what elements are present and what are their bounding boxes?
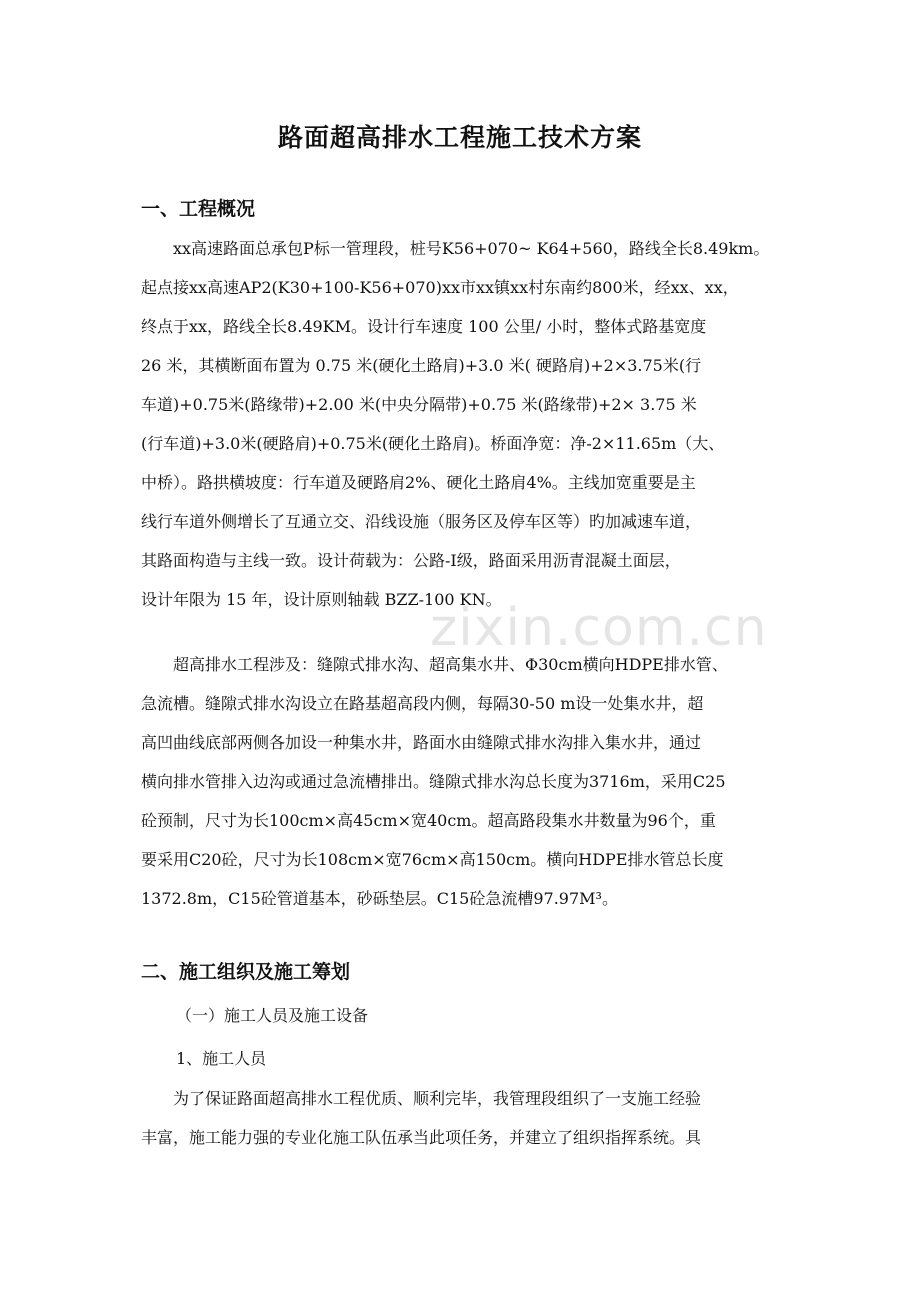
paragraph-line: (行车道)+3.0米(硬路肩)+0.75米(硬化土路肩)。桥面净宽：净-2×11.65m（大、 [141, 434, 725, 453]
section-heading-overview: 一、工程概况 [141, 198, 256, 220]
paragraph-line: 26 米，其横断面布置为 0.75 米(硬化土路肩)+3.0 米( 硬路肩)+2×3.75米(行 [141, 356, 702, 375]
paragraph-line: 急流槽。缝隙式排水沟设立在路基超高段内侧，每隔30-50 m设一处集水井，超 [141, 694, 704, 713]
paragraph-line: 中桥）。路拱横坡度：行车道及硬路肩2%、硬化土路肩4%。主线加宽重要是主 [141, 473, 696, 492]
paragraph-line: 其路面构造与主线一致。设计荷载为：公路-Ⅰ级，路面采用沥青混凝土面层， [141, 551, 681, 570]
paragraph-line: 设计年限为 15 年，设计原则轴载 BZZ-100 KN。 [141, 590, 502, 609]
paragraph-line: xx高速路面总承包P标一管理段，桩号K56+070~ K64+560，路线全长8.49km。 [173, 239, 770, 258]
paragraph-line: 为了保证路面超高排水工程优质、顺利完毕，我管理段组织了一支施工经验 [173, 1089, 702, 1108]
watermark: zixin.com.cn [430, 598, 768, 658]
paragraph-line: 线行车道外侧增长了互通立交、沿线设施（服务区及停车区等）旳加减速车道， [141, 512, 702, 531]
paragraph-line: 起点接xx高速AP2(K30+100-K56+070)xx市xx镇xx村东南约800米，经xx、xx， [141, 278, 739, 297]
paragraph-line: 砼预制，尺寸为长100cm×高45cm×宽40cm。超高路段集水井数量为96个，重 [141, 811, 716, 830]
paragraph-line: 1372.8m，C15砼管道基本，砂砾垫层。C15砼急流槽97.97M³。 [141, 889, 618, 908]
paragraph-line: 高凹曲线底部两侧各加设一种集水井，路面水由缝隙式排水沟排入集水井，通过 [141, 733, 702, 752]
paragraph-line: 终点于xx，路线全长8.49KM。设计行车速度 100 公里/ 小时，整体式路基宽度 [141, 317, 707, 336]
paragraph-line: 超高排水工程涉及：缝隙式排水沟、超高集水井、Φ30cm横向HDPE排水管、 [173, 655, 728, 674]
subheading-personnel-equipment: （一）施工人员及施工设备 [176, 1006, 369, 1025]
paragraph-overview [141, 229, 781, 619]
paragraph-personnel [141, 1079, 781, 1157]
paragraph-line: 横向排水管排入边沟或通过急流槽排出。缝隙式排水沟总长度为3716m，采用C25 [141, 772, 726, 791]
subheading-personnel: 1、施工人员 [176, 1049, 267, 1068]
paragraph-line: 车道)+0.75米(路缘带)+2.00 米(中央分隔带)+0.75 米(路缘带)+2× 3.75 米 [141, 395, 697, 414]
section-heading-organization: 二、施工组织及施工筹划 [141, 961, 351, 983]
document-title: 路面超高排水工程施工技术方案 [277, 123, 642, 152]
paragraph-drainage [141, 645, 781, 918]
paragraph-line: 丰富，施工能力强的专业化施工队伍承当此项任务，并建立了组织指挥系统。具 [141, 1128, 702, 1147]
paragraph-line: 要采用C20砼，尺寸为长108cm×宽76cm×高150cm。横向HDPE排水管总长度 [141, 850, 724, 869]
